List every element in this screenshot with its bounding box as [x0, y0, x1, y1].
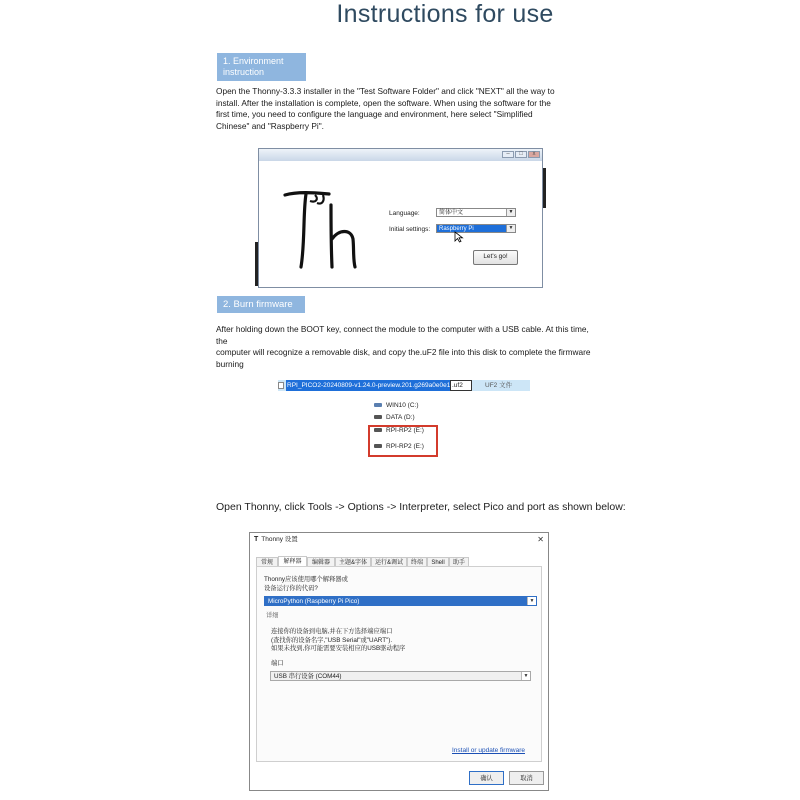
- thonny-logo-icon: [279, 183, 369, 273]
- drive-c[interactable]: [374, 402, 419, 409]
- section-1-banner: [217, 53, 306, 81]
- section-1-banner-line2: instruction: [223, 67, 265, 77]
- drive-e-1-label: RPI-RP2 (E:): [386, 427, 424, 434]
- tab-terminal[interactable]: 终端: [407, 557, 427, 568]
- section-2-line1: After holding down the BOOT key, connect the module to the computer with a USB cable. At this time, the: [216, 324, 589, 346]
- thonny-setup-window: [258, 148, 543, 288]
- question-line1: Thonny应该使用哪个解释器或: [264, 576, 348, 583]
- close-icon[interactable]: ✕: [537, 535, 544, 544]
- details-text: [271, 628, 405, 654]
- file-row[interactable]: [278, 380, 530, 391]
- screenshot-edge: [543, 168, 546, 208]
- tab-editor[interactable]: 编辑器: [307, 557, 335, 568]
- drive-icon: [374, 415, 382, 419]
- maximize-icon[interactable]: □: [515, 151, 527, 158]
- lets-go-button[interactable]: Let's go!: [473, 250, 518, 265]
- port-label: 端口: [271, 660, 284, 667]
- file-icon: [278, 382, 284, 389]
- chevron-down-icon: ▼: [527, 597, 536, 605]
- minimize-icon[interactable]: –: [502, 151, 514, 158]
- language-select-value: 简体中文: [439, 210, 464, 216]
- section-1-line4: Chinese" and "Raspberry Pi".: [216, 120, 324, 131]
- section-1-line2: install. After the installation is complete, open the software. When using the software for the: [216, 97, 551, 108]
- interpreter-select-value: MicroPython (Raspberry Pi Pico): [268, 598, 360, 605]
- section-3-instruction: Open Thonny, click Tools -> Options -> Interpreter, select Pico and port as shown below:: [216, 501, 626, 513]
- language-label: Language:: [389, 210, 420, 217]
- dialog-titlebar: [250, 533, 548, 547]
- install-firmware-link[interactable]: Install or update firmware: [452, 747, 525, 754]
- interpreter-select[interactable]: [264, 596, 537, 606]
- filename-extension[interactable]: .uf2: [450, 380, 472, 391]
- tab-theme-font[interactable]: 主题&字体: [335, 557, 371, 568]
- chevron-down-icon: ▼: [506, 225, 515, 232]
- port-select[interactable]: [270, 671, 531, 681]
- filename-selected[interactable]: RPI_PICO2-20240809-v1.24.0-preview.201.g269a0e0e1: [287, 382, 451, 389]
- drive-d[interactable]: [374, 414, 415, 421]
- drive-e-2[interactable]: [374, 443, 424, 450]
- port-select-value: USB 串行设备 (COM44): [274, 673, 342, 680]
- page-title: Instructions for use: [336, 0, 554, 28]
- chevron-down-icon: ▼: [506, 209, 515, 216]
- section-1-line3: first time, you need to configure the language and environment, here select "Simplified: [216, 109, 533, 120]
- drive-d-label: DATA (D:): [386, 414, 415, 421]
- usb-drive-icon: [374, 444, 382, 448]
- details-line2: (查找你的设备名字,"USB Serial"或"UART").: [271, 636, 393, 644]
- dialog-title: Thonny 设置: [261, 536, 298, 543]
- setup-body: [259, 161, 542, 287]
- section-1-line1: Open the Thonny-3.3.3 installer in the "Test Software Folder" and click "NEXT" all the way to: [216, 86, 555, 96]
- close-icon[interactable]: x: [528, 151, 540, 158]
- filetype-label: UF2 文件: [485, 382, 513, 389]
- language-select[interactable]: [436, 208, 516, 217]
- section-1-paragraph: [216, 86, 596, 132]
- section-1-banner-line1: 1. Environment: [223, 56, 284, 66]
- ok-button[interactable]: 确认: [469, 771, 504, 785]
- section-2-paragraph: [216, 324, 596, 370]
- chevron-down-icon: ▼: [521, 672, 530, 680]
- usb-drive-icon: [374, 428, 382, 432]
- initial-settings-select-value: Raspberry Pi: [439, 226, 474, 232]
- details-line3: 如果未找到,你可能需要安装相应的USB驱动程序: [271, 645, 406, 653]
- section-2-line3: burning: [216, 358, 244, 369]
- initial-settings-label: Initial settings:: [389, 226, 431, 233]
- drive-e-2-label: RPI-RP2 (E:): [386, 443, 424, 450]
- tab-run-debug[interactable]: 运行&调试: [371, 557, 407, 568]
- section-2-line2: computer will recognize a removable disk, and copy the.uF2 file into this disk to complete the firmware: [216, 347, 591, 358]
- cancel-button[interactable]: 取消: [509, 771, 544, 785]
- drive-c-label: WIN10 (C:): [386, 402, 419, 409]
- drive-e-1[interactable]: [374, 427, 424, 434]
- drive-icon: [374, 403, 382, 407]
- interpreter-question: [264, 576, 348, 593]
- tab-assistant[interactable]: 助手: [449, 557, 469, 568]
- initial-settings-select[interactable]: [436, 224, 516, 233]
- tab-interpreter[interactable]: 解释器: [278, 556, 307, 568]
- details-label: 详细: [266, 612, 279, 619]
- details-line1: 连接你的设备到电脑,并在下方选择端应端口: [271, 628, 393, 635]
- question-line2: 设备运行你的代码?: [264, 584, 318, 592]
- mouse-cursor-icon: [454, 231, 464, 243]
- section-2-banner: 2. Burn firmware: [217, 296, 305, 313]
- tab-shell[interactable]: Shell: [427, 557, 449, 568]
- tab-general[interactable]: 常规: [256, 557, 278, 568]
- thonny-app-icon: T: [254, 536, 259, 543]
- screenshot-edge: [255, 242, 258, 286]
